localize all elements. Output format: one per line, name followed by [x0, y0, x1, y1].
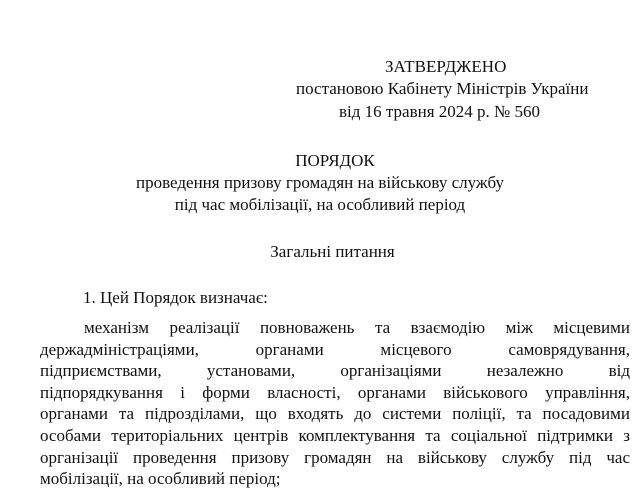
section-heading-text: Загальні питання	[270, 242, 395, 261]
paragraph-1: 1. Цей Порядок визначає:	[83, 288, 268, 307]
paragraph-line: підприємствами, установами, організаціями незалежно від	[40, 361, 630, 381]
document-title	[0, 150, 640, 216]
approval-label: ЗАТВЕРДЖЕНО	[385, 57, 507, 76]
title-subtitle-line-2: під час мобілізації, на особливий період	[174, 195, 466, 214]
paragraph-line: особами територіальних центрів комплектування та соціальної підтримки з	[40, 425, 630, 445]
paragraph-line: органами та підрозділами, що входять до системи поліції, та посадовими	[40, 404, 630, 424]
paragraph-line: мобілізації, на особливий період;	[40, 469, 281, 489]
approval-authority: постановою Кабінету Міністрів України	[296, 79, 589, 98]
title-heading: ПОРЯДОК	[295, 151, 375, 170]
title-subtitle-line-1: проведення призову громадян на військову службу	[136, 173, 504, 192]
paragraph-line: механізм реалізації повноважень та взаємодію між місцевими	[84, 318, 630, 337]
paragraph-line: організації проведення призову громадян на військову службу під час	[40, 447, 630, 467]
paragraph-2	[40, 317, 630, 490]
approval-date: від 16 травня 2024 р. № 560	[339, 102, 540, 121]
section-heading	[0, 242, 640, 262]
paragraph-line: держадміністраціями, органами місцевого самоврядування,	[40, 339, 630, 359]
paragraph-line: підпорядкування і форми власності, органами військового управління,	[40, 382, 630, 402]
